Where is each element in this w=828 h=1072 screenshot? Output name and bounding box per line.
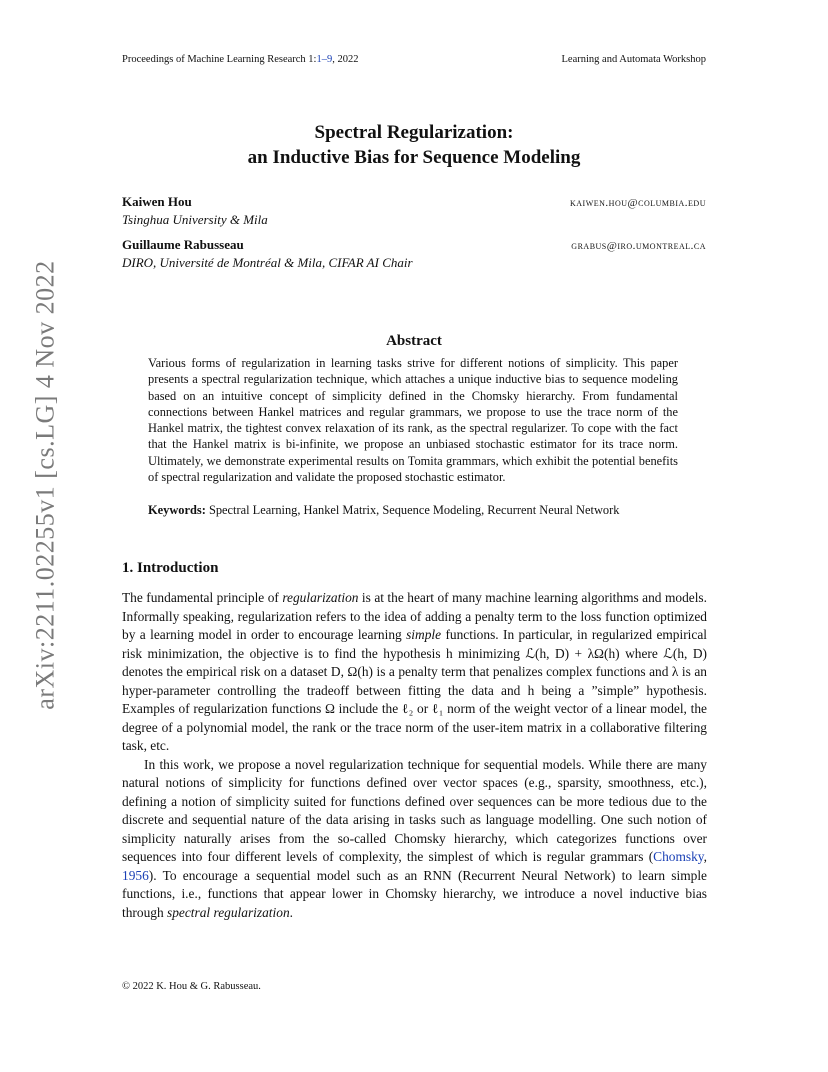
workshop-name: Learning and Automata Workshop bbox=[561, 54, 706, 65]
section-heading-introduction: 1. Introduction bbox=[122, 560, 219, 576]
proceedings-info: Proceedings of Machine Learning Research 1:1–9, 2022 bbox=[122, 54, 359, 65]
author-block-1 bbox=[122, 194, 706, 228]
keywords-label: Keywords: bbox=[148, 503, 206, 517]
emphasis-regularization: regularization bbox=[282, 590, 359, 605]
paragraph-2: In this work, we propose a novel regularization technique for sequential models. While there are many natural notions of simplicity for functions defined over vector spaces (e.g., sparsity, smoothness, etc.), defining a notion of simplicity suited for functions defined over sequences can be more tedious due to the discrete and sequential nature of the data arising in tasks such as language modelling. One such notion of simplicity naturally arises from the so-called Chomsky hierarchy, which categorizes functions over sequences into four different levels of complexity, the simplest of which is regular grammars (Chomsky, 1956). To encourage a sequential model such as an RNN (Recurrent Neural Network) to learn simple functions, i.e., functions that appear lower in Chomsky hierarchy, we introduce a novel inductive bias through spectral regularization. bbox=[122, 756, 707, 920]
author-affiliation: DIRO, Université de Montréal & Mila, CIFAR AI Chair bbox=[122, 255, 413, 270]
title-line-2: an Inductive Bias for Sequence Modeling bbox=[247, 147, 581, 168]
arxiv-stamp-text: arXiv:2211.02255v1 [cs.LG] 4 Nov 2022 bbox=[31, 260, 60, 710]
page-range-link[interactable]: 1–9 bbox=[316, 54, 333, 65]
keywords bbox=[148, 502, 678, 518]
paragraph-1: The fundamental principle of regularization is at the heart of many machine learning algorithms and models. Informally speaking, regularization refers to the idea of adding a penalty term to the loss function optimized by a learning model in order to encourage learning simple functions. In particular, in regularized empirical risk minimization, the objective is to find the hypothesis h minimizing ℒ(h, D) + λΩ(h) where ℒ(h, D) denotes the empirical risk on a dataset D, Ω(h) is a penalty term that penalizes complex functions and λ is an hyper-parameter controlling the tradeoff between fitting the data and h being a ”simple” hypothesis. Examples of regularization functions Ω include the ℓ₂ or ℓ₁ norm of the weight vector of a linear model, the degree of a polynomial model, the rank or the trace norm of the user-item matrix in a collaborative filtering task, etc. bbox=[122, 590, 707, 753]
author-name: Guillaume Rabusseau bbox=[122, 237, 244, 252]
author-block-2 bbox=[122, 237, 706, 271]
introduction-body bbox=[122, 589, 707, 922]
author-email[interactable]: kaiwen.hou@columbia.edu bbox=[569, 197, 706, 209]
citation-author-link[interactable]: Chomsky bbox=[653, 849, 704, 864]
title-line-1: Spectral Regularization: bbox=[314, 122, 514, 143]
author-affiliation: Tsinghua University & Mila bbox=[122, 212, 268, 227]
arxiv-stamp bbox=[24, 260, 68, 710]
citation-year-link[interactable]: 1956 bbox=[122, 867, 149, 883]
author-name: Kaiwen Hou bbox=[122, 194, 192, 209]
copyright-footer: © 2022 K. Hou & G. Rabusseau. bbox=[122, 981, 261, 992]
emphasis-simple: simple bbox=[406, 627, 442, 642]
abstract-heading: Abstract bbox=[386, 333, 442, 349]
author-email[interactable]: grabus@iro.umontreal.ca bbox=[571, 240, 706, 252]
keywords-list: Spectral Learning, Hankel Matrix, Sequence Modeling, Recurrent Neural Network bbox=[208, 503, 620, 517]
emphasis-spectral-regularization: spectral regularization bbox=[167, 904, 290, 920]
paper-title bbox=[122, 120, 706, 170]
running-header bbox=[122, 54, 706, 65]
abstract-text: Various forms of regularization in learning tasks strive for different notions of simplicity. This paper presents a spectral regularization technique, which attaches a unique inductive bias to sequence modeling based on an intuitive concept of simplicity defined in the Chomsky hierarchy. From fundamental connections between Hankel matrices and regular grammars, we propose to use the trace norm of the Hankel matrix, the tightest convex relaxation of its rank, as the spectral regularizer. To cope with the fact that the Hankel matrix is bi-infinite, we propose an unbiased stochastic estimator for its trace norm. Ultimately, we demonstrate experimental results on Tomita grammars, which exhibit the potential benefits of spectral regularization and validate the proposed stochastic estimator. bbox=[148, 356, 678, 485]
